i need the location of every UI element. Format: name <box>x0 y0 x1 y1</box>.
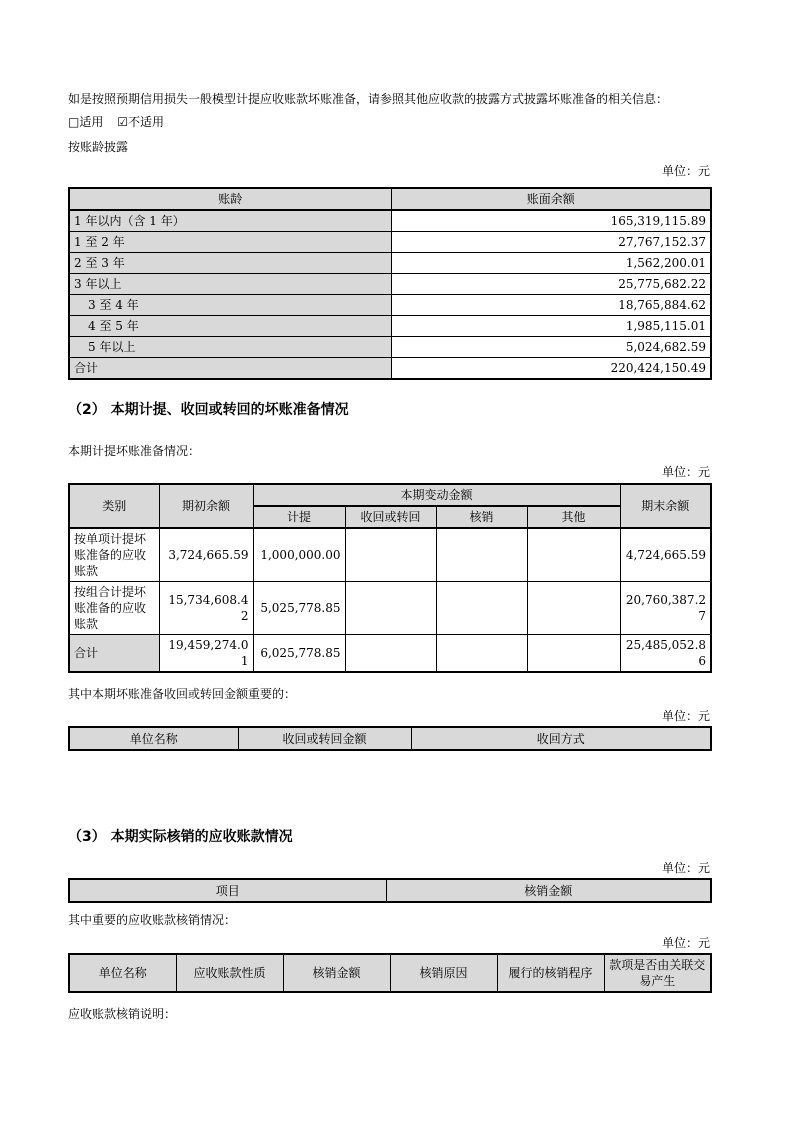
table-row <box>69 295 711 316</box>
writeoff-explanation-note: 应收账款核销说明： <box>68 1007 177 1021</box>
category-col-header: 类别 <box>69 484 159 528</box>
applicability-line <box>68 113 710 131</box>
closing-cell: 4,724,665.59 <box>620 528 711 582</box>
table-total-row <box>69 635 711 673</box>
category-total-cell: 合计 <box>69 635 159 673</box>
unit-label: 单位：元 <box>661 164 710 178</box>
table-row <box>69 274 711 295</box>
aging-label: 3 年以上 <box>69 274 391 295</box>
accrual-cell: 6,025,778.85 <box>253 635 345 673</box>
aging-label: 1 年以内（含 1 年） <box>69 210 391 232</box>
unit-label: 单位：元 <box>661 465 710 479</box>
table-row <box>69 232 711 253</box>
item-col-header: 项目 <box>69 879 386 902</box>
unit-name-col-header: 单位名称 <box>69 954 176 992</box>
table-row <box>69 316 711 337</box>
other-cell <box>527 582 620 635</box>
document-page <box>68 90 710 1023</box>
table-header-row <box>69 954 711 992</box>
table-header-row <box>69 484 711 506</box>
provision-table <box>68 483 712 673</box>
table-header-row <box>69 727 711 750</box>
recover-method-col-header: 收回方式 <box>411 727 711 750</box>
recover-cell <box>345 582 436 635</box>
unit-label: 单位：元 <box>661 936 710 950</box>
writeoff-cell <box>436 635 527 673</box>
section-3-heading: （3） 本期实际核销的应收账款情况 <box>68 829 293 845</box>
recover-col-header: 收回或转回 <box>345 506 436 528</box>
aging-value: 5,024,682.59 <box>391 337 711 358</box>
opening-cell: 19,459,274.01 <box>159 635 253 673</box>
important-writeoff-table <box>68 953 712 993</box>
writeoff-amount-col-header: 核销金额 <box>386 879 711 902</box>
accrual-cell: 1,000,000.00 <box>253 528 345 582</box>
aging-value: 18,765,884.62 <box>391 295 711 316</box>
aging-label: 2 至 3 年 <box>69 253 391 274</box>
recover-cell <box>345 528 436 582</box>
aging-table <box>68 187 712 380</box>
category-cell: 按单项计提坏账准备的应收账款 <box>69 528 159 582</box>
table-row <box>69 337 711 358</box>
accrual-cell: 5,025,778.85 <box>253 582 345 635</box>
other-col-header: 其他 <box>527 506 620 528</box>
aging-total-label: 合计 <box>69 358 391 380</box>
other-cell <box>527 528 620 582</box>
table-header-row <box>69 188 711 210</box>
recovery-table <box>68 726 712 751</box>
writeoff-cell <box>436 582 527 635</box>
writeoff-cell <box>436 528 527 582</box>
nature-col-header: 应收账款性质 <box>176 954 283 992</box>
checkbox-checked-icon: ☑ <box>117 115 128 129</box>
amount-col-header: 核销金额 <box>283 954 390 992</box>
table-row <box>69 582 711 635</box>
other-cell <box>527 635 620 673</box>
checkbox-applicable <box>68 115 103 129</box>
opening-col-header: 期初余额 <box>159 484 253 528</box>
unit-name-col-header: 单位名称 <box>69 727 238 750</box>
unit-label: 单位：元 <box>661 709 710 723</box>
reason-col-header: 核销原因 <box>390 954 497 992</box>
aging-value: 25,775,682.22 <box>391 274 711 295</box>
intro-text: 如是按照预期信用损失一般模型计提应收账款坏账准备，请参照其他应收款的披露方式披露坏账准备的相关信息： <box>68 92 669 106</box>
checkbox-not-applicable-label: 不适用 <box>127 115 164 129</box>
aging-label: 5 年以上 <box>69 337 391 358</box>
table-total-row <box>69 358 711 380</box>
table-row <box>69 528 711 582</box>
aging-value: 27,767,152.37 <box>391 232 711 253</box>
closing-cell: 25,485,052.86 <box>620 635 711 673</box>
aging-label: 3 至 4 年 <box>69 295 391 316</box>
checkbox-applicable-label: 适用 <box>79 115 104 129</box>
recover-cell <box>345 635 436 673</box>
aging-label: 4 至 5 年 <box>69 316 391 337</box>
recover-amount-col-header: 收回或转回金额 <box>238 727 411 750</box>
writeoff-table <box>68 878 712 903</box>
opening-cell: 15,734,608.42 <box>159 582 253 635</box>
table-header-row <box>69 879 711 902</box>
table-row <box>69 210 711 232</box>
accrual-col-header: 计提 <box>253 506 345 528</box>
important-writeoff-note: 其中重要的应收账款核销情况： <box>68 913 237 927</box>
section-2-heading: （2） 本期计提、收回或转回的坏账准备情况 <box>68 402 349 418</box>
category-cell: 按组合计提坏账准备的应收账款 <box>69 582 159 635</box>
aging-disclosure-note: 按账龄披露 <box>68 140 129 154</box>
recovery-note: 其中本期坏账准备收回或转回金额重要的： <box>68 687 297 701</box>
aging-value: 1,562,200.01 <box>391 253 711 274</box>
writeoff-col-header: 核销 <box>436 506 527 528</box>
table-row <box>69 253 711 274</box>
closing-cell: 20,760,387.27 <box>620 582 711 635</box>
aging-value: 165,319,115.89 <box>391 210 711 232</box>
aging-value: 1,985,115.01 <box>391 316 711 337</box>
checkbox-unchecked-icon: □ <box>68 115 80 129</box>
unit-label: 单位：元 <box>661 861 710 875</box>
aging-total-value: 220,424,150.49 <box>391 358 711 380</box>
procedure-col-header: 履行的核销程序 <box>497 954 604 992</box>
opening-cell: 3,724,665.59 <box>159 528 253 582</box>
provision-intro-note: 本期计提坏账准备情况： <box>68 444 201 458</box>
related-party-col-header: 款项是否由关联交易产生 <box>604 954 711 992</box>
change-group-header: 本期变动金额 <box>253 484 620 506</box>
aging-label: 1 至 2 年 <box>69 232 391 253</box>
checkbox-not-applicable <box>117 115 164 129</box>
aging-col-header: 账龄 <box>69 188 391 210</box>
balance-col-header: 账面余额 <box>391 188 711 210</box>
closing-col-header: 期末余额 <box>620 484 711 528</box>
